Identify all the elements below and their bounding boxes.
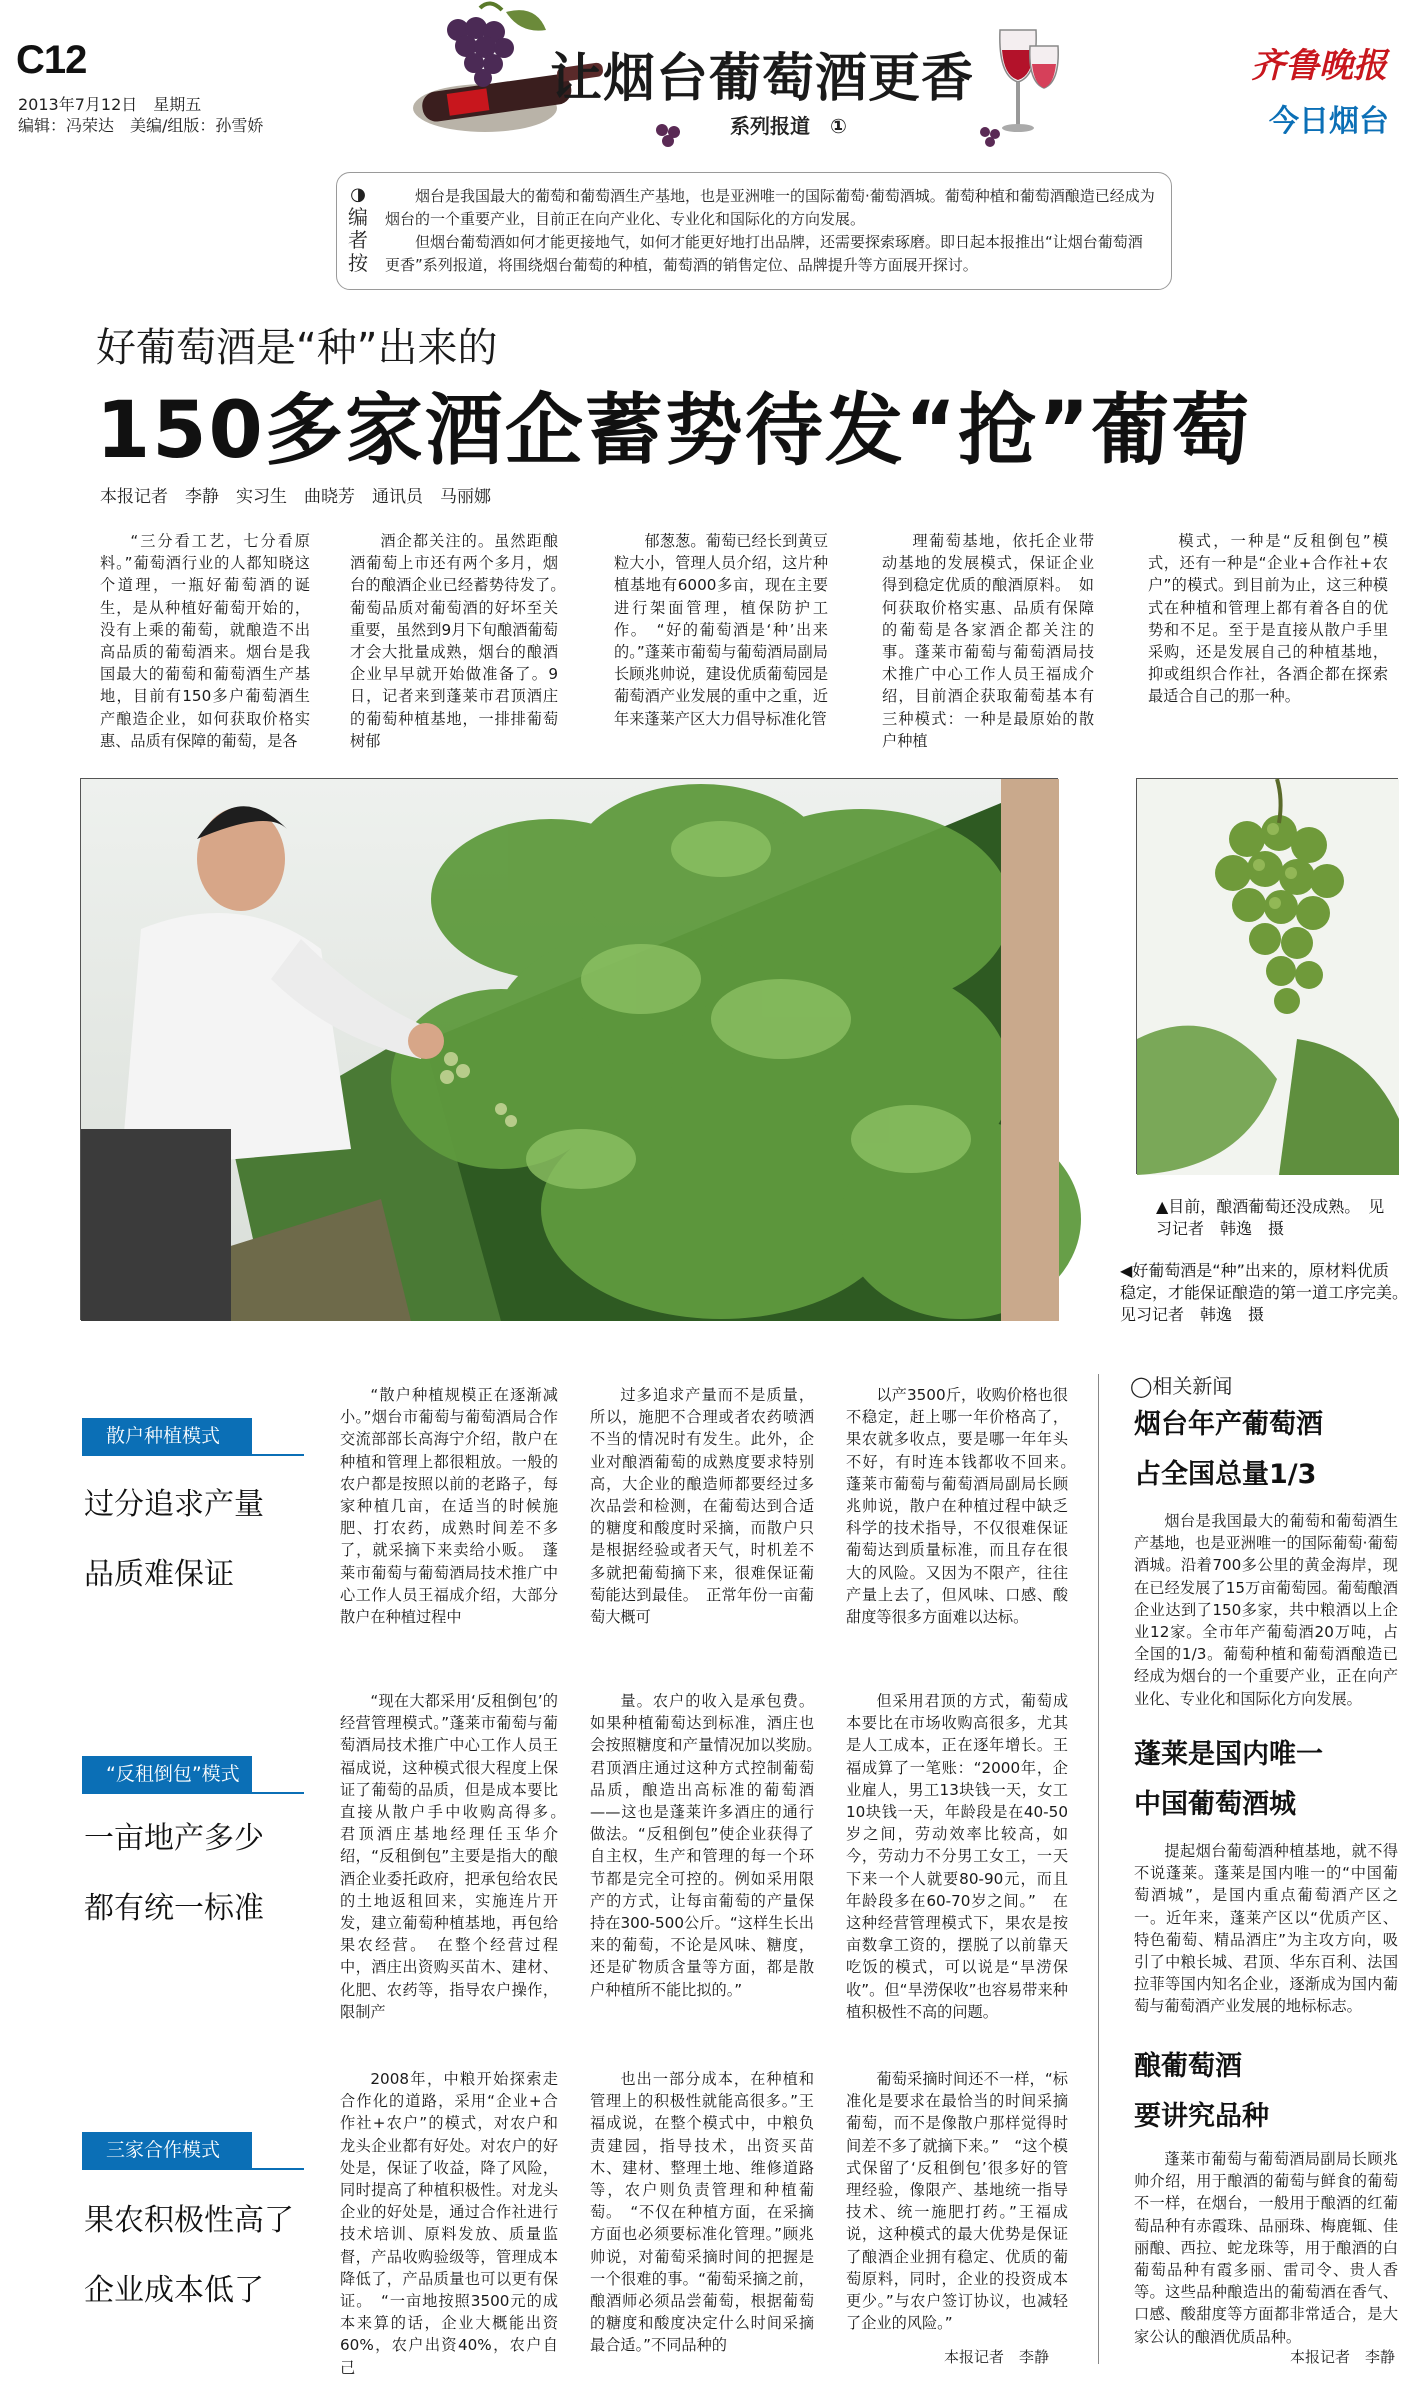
section-heading-leaseback: 一亩地产多少 都有统一标准 xyxy=(84,1821,264,1926)
section-rule xyxy=(82,2168,304,2170)
section-label-cooperative: 三家合作模式 xyxy=(82,2132,252,2168)
article-byline: 本报记者 李静 实习生 曲晓芳 通讯员 马丽娜 xyxy=(100,487,491,507)
column-divider xyxy=(1098,1374,1099,2364)
intro-column: 模式，一种是“反租倒包”模式，还有一种是“企业+合作社+农户”的模式。到目前为止，这三种模式在种植和管理上都有着各自的优势和不足。至于是直接从散户手里采购，还是发展自己的种植基地，抑或组织合作社，各酒企都在探索最适合自己的那一种。 xyxy=(1148,532,1388,706)
series-label: 系列报道 ① xyxy=(730,114,847,138)
page-number: C12 xyxy=(16,38,87,82)
article-headline: 150多家酒企蓄势待发“抢”葡萄 xyxy=(96,386,1252,476)
editor-note-paragraph: 但烟台葡萄酒如何才能更接地气，如何才能更好地打出品牌，还需要探索琢磨。即日起本报推出“让烟台葡萄酒更香”系列报道，将围绕烟台葡萄的种植，葡萄酒的销售定位、品牌提升等方面展开探讨。 xyxy=(385,233,1143,274)
section-column: 葡萄采摘时间还不一样，“标准化是要求在最恰当的时间采摘葡萄，而不是像散户那样觉得时间差不多了就摘下来。” “这个模式保留了‘反租倒包’很多好的管理经验，像限产、基地统一指导技术、统一施肥打药。”王福成说，这种模式的最大优势是保证了酿酒企业拥有稳定、优质的葡萄原料，同时，企业的投资成本更少。”与农户签订协议，也减轻了企业的风险。” xyxy=(846,2070,1068,2333)
intro-column: 理葡萄基地，依托企业带动基地的发展模式，保证企业得到稳定优质的酿酒原料。 如何获取价格实惠、品质有保障的葡萄是各家酒企都关注的事。蓬莱市葡萄与葡萄酒局技术推广中心工作人员王福成介绍，目前酒企获取葡萄基本有三种模式：一种是最原始的散户种植 xyxy=(882,532,1094,750)
intro-column: 郁葱葱。葡萄已经长到黄豆粒大小，管理人员介绍，这片种植基地有6000多亩，现在主要进行架面管理，植保防护工作。 “好的葡萄酒是‘种’出来的。”蓬莱市葡萄与葡萄酒局副局长顾兆帅说，建设优质葡萄园是葡萄酒产业发展的重中之重，近年来蓬莱产区大力倡导标准化管 xyxy=(614,532,828,728)
sidebar-text-penglai: 提起烟台葡萄酒种植基地，就不得不说蓬莱。蓬莱是国内唯一的“中国葡萄酒城”，是国内重点葡萄酒产区之一。近年来，蓬莱产区以“优质产区、特色葡萄、精品酒庄”为主攻方向，吸引了中粮长城、君顶、华东百利、法国拉菲等国内知名企业，逐渐成为国内葡萄与葡萄酒产业发展的地标标志。 xyxy=(1134,1842,1398,2016)
vineyard-photo-image xyxy=(81,779,1059,1321)
grape-cluster-photo xyxy=(1136,778,1398,1174)
section-rule xyxy=(82,1792,304,1794)
section-heading-cooperative: 果农积极性高了 企业成本低了 xyxy=(84,2203,294,2308)
editor-note-text xyxy=(385,185,1155,277)
article-kicker: 好葡萄酒是“种”出来的 xyxy=(96,325,498,371)
note-bullet-icon: ◑ xyxy=(350,184,366,205)
series-title: 让烟台葡萄酒更香 xyxy=(550,49,975,109)
intro-column: 酒企都关注的。虽然距酿酒葡萄上市还有两个多月，烟台的酿酒企业已经蓄势待发了。 葡萄品质对葡萄酒的好坏至关重要，虽然到9月下旬酿酒葡萄才会大批量成熟，烟台的酿酒企业早早就开始做准备了。9日，记者来到蓬莱市君顶酒庄的葡萄种植基地，一排排葡萄树郁 xyxy=(350,532,574,750)
section-label-leaseback: “反租倒包”模式 xyxy=(82,1756,252,1792)
related-news-tag: ◯相关新闻 xyxy=(1130,1374,1233,1398)
editor-note xyxy=(336,172,1172,290)
section-name: 今日烟台 xyxy=(1269,104,1389,139)
grape-cluster-image xyxy=(1137,779,1399,1175)
sidebar-heading-output: 烟台年产葡萄酒 占全国总量1/3 xyxy=(1134,1409,1323,1490)
vineyard-photo xyxy=(80,778,1058,1320)
side-photo-caption: ▲目前，酿酒葡萄还没成熟。 见习记者 韩逸 摄 xyxy=(1156,1197,1385,1238)
section-heading-retail: 过分追求产量 品质难保证 xyxy=(84,1487,264,1592)
section-column: “现在大都采用‘反租倒包’的经营管理模式。”蓬莱市葡萄与葡萄酒局技术推广中心工作人员王福成说，这种模式很大程度上保证了葡萄的品质，但是成本要比直接从散户手中收购高得多。 君顶酒庄基地经理任玉华介绍，“反租倒包”主要是指大的酿酒企业委托政府，把承包给农民的土地返租回来，实施连片开发，建立葡萄种植基地，再包给果农经营。 在整个经营过程中，酒庄出资购买苗木、建材、化肥、农药等，指导农户操作，限制产 xyxy=(340,1692,574,2021)
sidebar-signature: 本报记者 李静 xyxy=(1289,2348,1395,2366)
issue-date: 2013年7月12日 星期五 xyxy=(18,95,202,114)
editor-note-mark xyxy=(347,183,369,275)
editor-note-label: 编者按 xyxy=(348,205,368,275)
section-column: 也出一部分成本，在种植和管理上的积极性就能高很多。”王福成说，在整个模式中，中粮负责建园，指导技术，出资买苗木、建材、整理土地、维修道路等，农户则负责管理和种植葡萄。 “不仅在种植方面，在采摘方面也必须要标准化管理。”顾兆帅说，对葡萄采摘时间的把握是一个很难的事。“葡萄采摘之前，酿酒师必须品尝葡萄，根据葡萄的糖度和酸度决定什么时间采摘最合适。”不同品种的 xyxy=(590,2070,814,2355)
section-column: 2008年，中粮开始探索走合作化的道路，采用“企业+合作社+农户”的模式，对农户和龙头企业都有好处。对农户的好处是，保证了收益，降了风险，同时提高了种植积极性。对龙头企业的好处是，通过合作社进行技术培训、原料发放、质量监督，产品收购验级等，管理成本降低了，产品质量也可以更有保证。 “一亩地按照3500元的成本来算的话，企业大概能出资60%，农户出资40%，农户自己 xyxy=(340,2070,558,2377)
sidebar-heading-varieties: 酿葡萄酒 要讲究品种 xyxy=(1134,2051,1269,2132)
editor-credits: 编辑：冯荣达 美编/组版：孙雪娇 xyxy=(18,116,264,135)
section-label-retail: 散户种植模式 xyxy=(82,1418,252,1454)
sidebar-text-varieties: 蓬莱市葡萄与葡萄酒局副局长顾兆帅介绍，用于酿酒的葡萄与鲜食的葡萄不一样，在烟台，一般用于酿酒的红葡萄品种有赤霞珠、品丽珠、梅鹿辄、佳丽酿、西拉、蛇龙珠等，用于酿酒的白葡萄品种有霞多丽、雷司令、贵人香等。这些品种酿造出的葡萄酒在香气、口感、酸甜度等方面都非常适合，是大家公认的酿酒优质品种。 xyxy=(1134,2150,1398,2346)
section-column: 过多追求产量而不是质量，所以，施肥不合理或者农药喷洒不当的情况时有发生。此外，企业对酿酒葡萄的成熟度要求特别高，大企业的酿造师都要经过多次品尝和检测，在葡萄达到合适的糖度和酸度时采摘，而散户只是根据经验或者天气，时机差不多就把葡萄摘下来，很难保证葡萄能达到最佳。 正常年份一亩葡萄大概可 xyxy=(590,1386,814,1627)
sidebar-text-output: 烟台是我国最大的葡萄和葡萄酒生产基地，也是亚洲唯一的国际葡萄·葡萄酒城。沿着700多公里的黄金海岸，现在已经发展了15万亩葡萄园。葡萄酿酒企业达到了150多家，共中粮酒以上企业12家。全市年产葡萄酒20万吨，占全国的1/3。葡萄种植和葡萄酒酿造已经成为烟台的一个重要产业，正在向产业化、专业化和国际化方向发展。 xyxy=(1134,1512,1398,1708)
section-column: 以产3500斤，收购价格也很不稳定，赶上哪一年价格高了，果农就多收点，要是哪一年年头不好，有时连本钱都收不回来。 蓬莱市葡萄与葡萄酒局副局长顾兆帅说，散户在种植过程中缺乏科学的技术指导，不仅很难保证葡萄达到质量标准，而且存在很大的风险。又因为不限产，往往产量上去了，但风味、口感、酸甜度等很多方面难以达标。 xyxy=(846,1386,1084,1627)
series-banner xyxy=(410,0,1060,150)
main-photo-caption: ◀好葡萄酒是“种”出来的，原材料优质稳定，才能保证酿造的第一道工序完美。 见习记者 韩逸 摄 xyxy=(1120,1261,1417,1324)
section-column: “散户种植规模正在逐渐减小。”烟台市葡萄与葡萄酒局合作交流部部长高海宁介绍，散户在种植和管理上都很粗放。一般的农户都是按照以前的老路子，每家种植几亩，在适当的时候施肥、打农药，成熟时间差不多了，就采摘下来卖给小贩。 蓬莱市葡萄与葡萄酒局技术推广中心工作人员王福成介绍，大部分散户在种植过程中 xyxy=(340,1386,558,1627)
section-column: 但采用君顶的方式，葡萄成本要比在市场收购高很多，尤其是人工成本，正在逐年增长。王福成算了一笔账：“2000年，企业雇人，男工13块钱一天，女工10块钱一天，年龄段是在40-50岁之间，劳动效率比较高，如今，劳动力不分男工女工，一天下来一个人就要80-90元，而且年龄段多在60-70岁之间。” 在这种经营管理模式下，果农是按亩数拿工资的，摆脱了以前靠天吃饭的模式，可以说是“旱涝保收”。但“旱涝保收”也容易带来种植积极性不高的问题。 xyxy=(846,1692,1068,2021)
sidebar-heading-penglai: 蓬莱是国内唯一 中国葡萄酒城 xyxy=(1134,1739,1323,1820)
editor-note-paragraph: 烟台是我国最大的葡萄和葡萄酒生产基地，也是亚洲唯一的国际葡萄·葡萄酒城。葡萄种植和葡萄酒酿造已经成为烟台的一个重要产业，目前正在向产业化、专业化和国际化的方向发展。 xyxy=(385,187,1155,228)
section-rule xyxy=(82,1454,304,1456)
masthead xyxy=(0,0,1417,150)
newspaper-logo: 齐鲁晚报 xyxy=(1251,46,1387,86)
article-signature: 本报记者 李静 xyxy=(944,2348,1050,2366)
intro-column: “三分看工艺，七分看原料。”葡萄酒行业的人都知晓这个道理，一瓶好葡萄酒的诞生，是从种植好葡萄开始的，没有上乘的葡萄，就酿造不出高品质的葡萄酒来。烟台是我国最大的葡萄和葡萄酒生产基地，目前有150多户葡萄酒生产酿造企业，如何获取价格实惠、品质有保障的葡萄，是各 xyxy=(100,532,310,750)
section-column: 量。农户的收入是承包费。如果种植葡萄达到标准，酒庄也会按照糖度和产量情况加以奖励。 君顶酒庄通过这种方式控制葡萄品质，酿造出高标准的葡萄酒——这也是蓬莱许多酒庄的通行做法。“反租倒包”使企业获得了自主权，生产和管理的每一个环节都是完全可控的。例如采用限产的方式，让每亩葡萄的产量保持在300-500公斤。“这样生长出来的葡萄，不论是风味、糖度，还是矿物质含量等方面，都是散户种植所不能比拟的。” xyxy=(590,1692,830,1999)
